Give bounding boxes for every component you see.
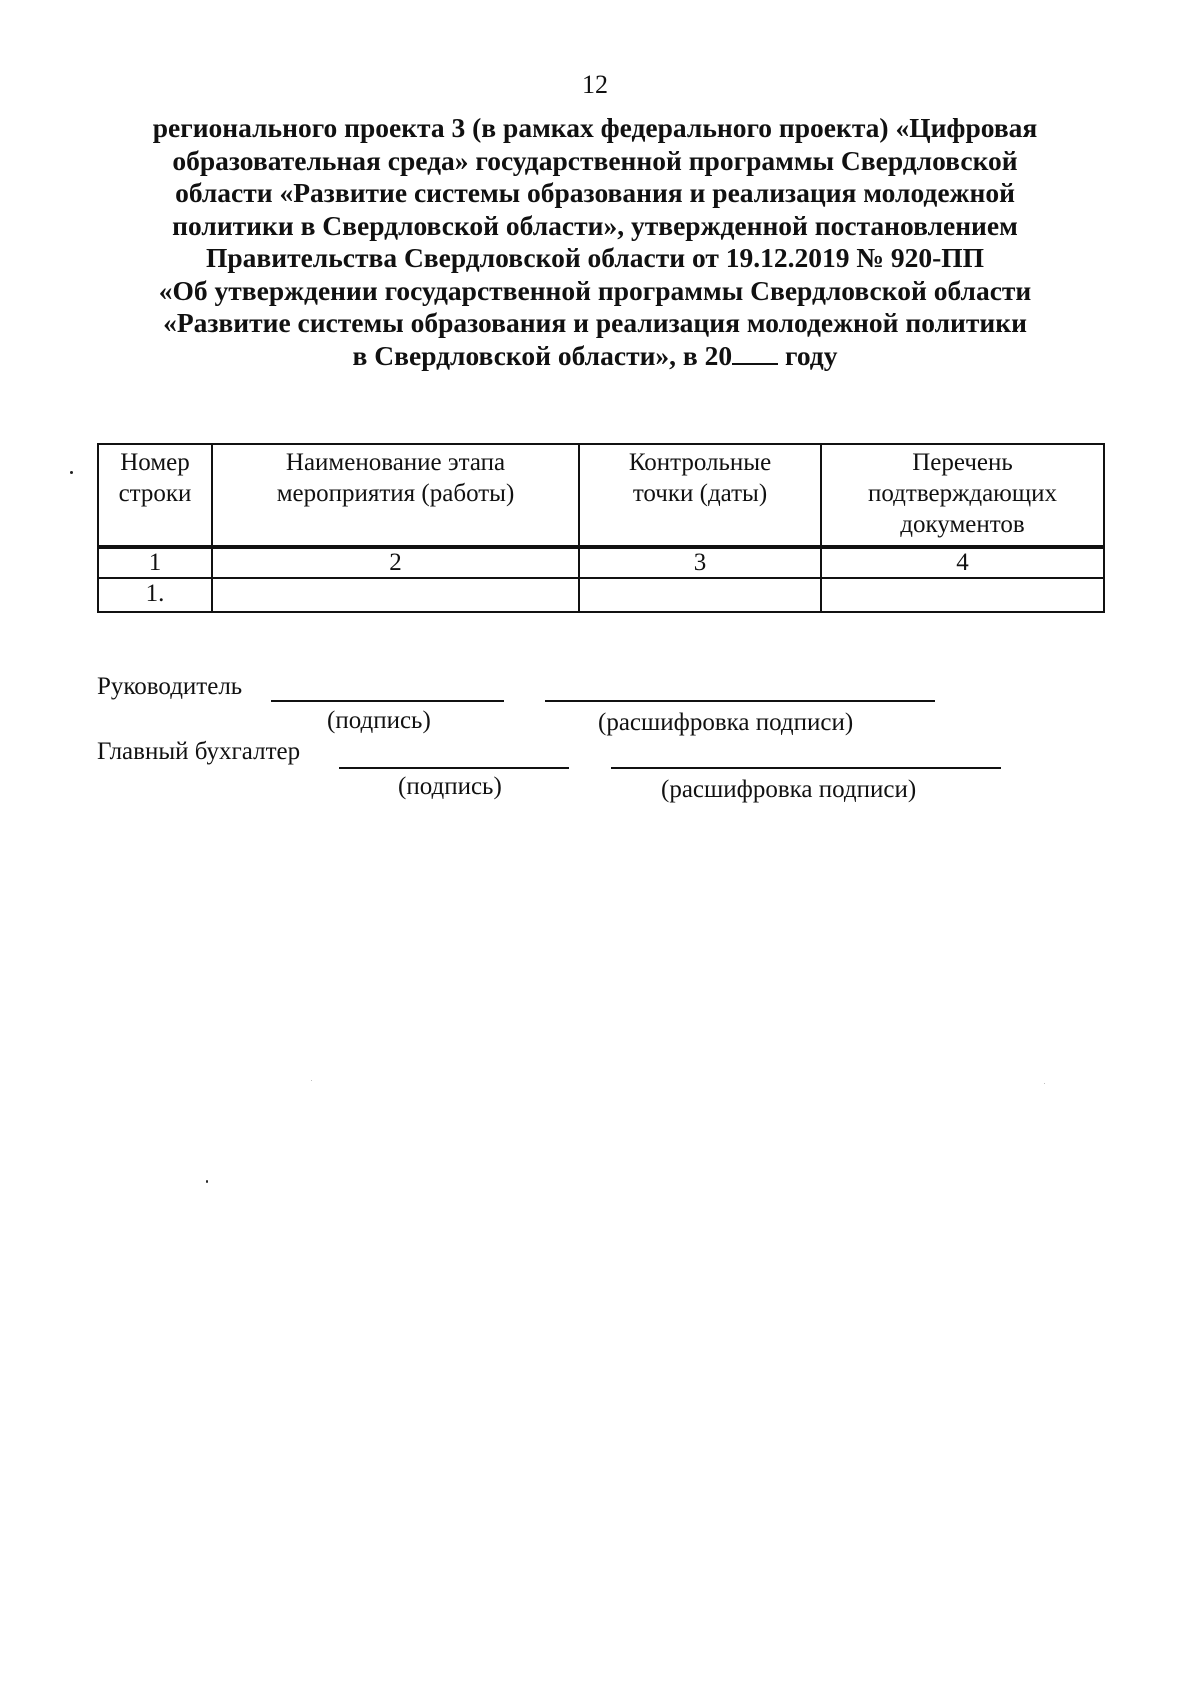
page-number: 12 xyxy=(582,70,608,99)
title-last-after-blank: году xyxy=(778,339,838,371)
stage-name-cell xyxy=(212,578,579,612)
scan-speck xyxy=(1044,1083,1045,1084)
header-text: Перечень xyxy=(912,449,1013,476)
head-decoding-line xyxy=(545,700,935,702)
title-line: политики в Свердловской области», утвержденной постановлением xyxy=(172,209,1018,241)
header-text: мероприятия (работы) xyxy=(276,480,515,507)
scan-speck xyxy=(311,1080,312,1081)
column-number: 2 xyxy=(212,547,579,578)
scan-speck xyxy=(70,471,73,474)
accountant-signature-caption: (подпись) xyxy=(398,773,502,800)
head-label: Руководитель xyxy=(97,673,243,700)
header-text: точки (даты) xyxy=(632,480,768,507)
header-text: Номер xyxy=(120,449,190,476)
table-row xyxy=(98,578,1104,612)
accountant-decoding-caption: (расшифровка подписи) xyxy=(661,776,917,803)
header-text: Наименование этапа xyxy=(285,449,506,476)
stages-table xyxy=(97,443,1105,613)
documents-cell xyxy=(821,578,1104,612)
header-row-number xyxy=(98,444,212,547)
control-dates-cell xyxy=(579,578,821,612)
header-documents-list xyxy=(821,444,1104,547)
year-blank-field xyxy=(732,362,778,365)
header-text: строки xyxy=(118,480,192,507)
column-number-row xyxy=(98,547,1104,578)
column-number: 3 xyxy=(579,547,821,578)
document-title xyxy=(110,112,1080,372)
title-line-last xyxy=(110,340,1080,373)
title-line: «Развитие системы образования и реализация молодежной политики xyxy=(163,307,1027,338)
title-last-before-blank: в Свердловской области», в 20 xyxy=(352,339,733,371)
header-text: подтверждающих xyxy=(868,480,1057,507)
header-stage-name xyxy=(212,444,579,547)
header-text: Контрольные xyxy=(628,449,772,476)
title-line: Правительства Свердловской области от 19.12.2019 № 920-ПП xyxy=(205,242,985,273)
column-number: 1 xyxy=(98,547,212,578)
title-line: образовательная среда» государственной программы Свердловской xyxy=(172,144,1018,176)
row-number-cell: 1. xyxy=(98,578,212,612)
accountant-decoding-line xyxy=(611,767,1001,769)
header-text: документов xyxy=(900,511,1025,538)
head-decoding-caption: (расшифровка подписи) xyxy=(598,709,854,736)
column-number: 4 xyxy=(821,547,1104,578)
accountant-label: Главный бухгалтер xyxy=(97,738,301,765)
head-signature-caption: (подпись) xyxy=(327,707,431,734)
accountant-signature-line xyxy=(339,767,569,769)
header-control-points xyxy=(579,444,821,547)
title-line: «Об утверждении государственной программы Свердловской области xyxy=(158,274,1032,306)
title-line: области «Развитие системы образования и реализация молодежной xyxy=(175,177,1015,208)
table-header-row xyxy=(98,444,1104,547)
scan-speck xyxy=(206,1180,208,1183)
head-signature-line xyxy=(271,700,504,702)
title-line: регионального проекта 3 (в рамках федерального проекта) «Цифровая xyxy=(152,112,1038,143)
